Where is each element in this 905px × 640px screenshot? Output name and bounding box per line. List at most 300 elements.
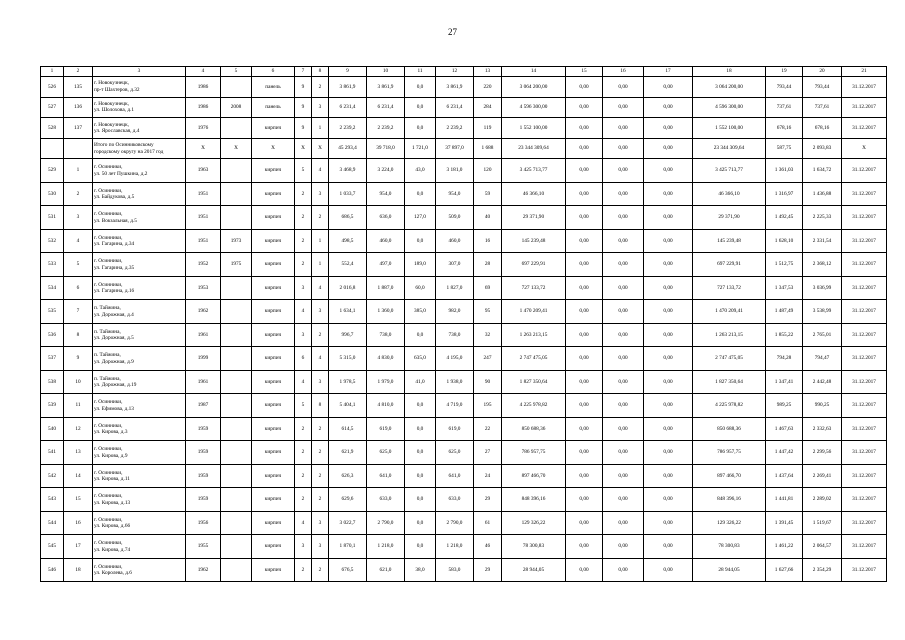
table-cell: 2 239,2 [436,118,474,139]
table-cell: 3 [312,97,329,118]
column-number-cell: 16 [603,67,644,77]
column-number-cell: 10 [367,67,405,77]
table-row [41,347,887,371]
table-cell: 3 [295,276,312,300]
table-cell: 526 [41,77,64,98]
address-street: ул. Гагарина, д.35 [94,264,135,271]
table-cell: 0,00 [566,464,603,488]
table-cell: 0,0 [405,511,436,535]
table-cell: 0,00 [566,206,603,230]
table-cell: 1959 [186,417,221,441]
table-row [41,118,887,139]
address-street: ул. Ярославская, д.4 [94,127,140,134]
table-cell: 4 [295,511,312,535]
table-cell [221,558,252,582]
table-cell: 538 [41,370,64,394]
table-cell: 31.12.2017 [842,118,887,139]
table-cell: 619,0 [436,417,474,441]
table-row [41,323,887,347]
page-number: 27 [448,27,457,37]
table-cell: 545 [41,535,64,559]
table-cell: 982,0 [436,300,474,324]
table-cell: 4 [312,347,329,371]
table-row [41,276,887,300]
table-cell: 1 391,45 [766,511,803,535]
table-cell: 3 538,99 [803,300,842,324]
table-cell: 2 368,12 [803,253,842,277]
table-cell: 1951 [186,229,221,253]
table-cell: 220 [474,77,502,98]
table-cell: 625,0 [436,441,474,465]
address-street: ул. Дорожная, д.4 [94,311,134,318]
table-cell: 31.12.2017 [842,300,887,324]
table-cell: 848 396,16 [502,488,566,512]
address-cell [93,118,186,139]
table-cell: 1986 [186,77,221,98]
table-cell: кирпич [252,417,295,441]
table-cell: 2 [312,558,329,582]
table-cell: 4 830,0 [367,347,405,371]
table-cell: кирпич [252,118,295,139]
table-cell: 533 [41,253,64,277]
table-cell: 2 [312,488,329,512]
table-cell: 633,0 [436,488,474,512]
table-cell: 1955 [186,535,221,559]
table-cell: 0,00 [603,394,644,418]
address-street: ул. Гагарина, д.34 [94,241,135,248]
table-cell: 727 133,72 [502,276,566,300]
table-cell: 0,00 [603,558,644,582]
table-cell: X [312,138,329,159]
table-cell: 0,00 [603,77,644,98]
table-cell: 0,0 [405,535,436,559]
table-cell [221,118,252,139]
table-cell: 1 436,88 [803,182,842,206]
address-city: г. Осинники, [94,281,123,288]
table-cell: 676,5 [329,558,367,582]
table-row [41,300,887,324]
table-cell: 0,00 [566,229,603,253]
table-cell: 1 688 [474,138,502,159]
table-cell: 0,00 [566,97,603,118]
table-cell: 5 [64,253,93,277]
table-cell: 0,00 [603,441,644,465]
table-cell: кирпич [252,253,295,277]
table-cell: 1 634,72 [803,159,842,183]
table-cell: 4 225 978,82 [502,394,566,418]
table-cell: 14 [64,464,93,488]
table-cell: кирпич [252,229,295,253]
table-cell [221,300,252,324]
table-cell: 17 [64,535,93,559]
table-cell: 541 [41,441,64,465]
table-cell: 129 326,22 [693,511,766,535]
table-cell: кирпич [252,347,295,371]
table-cell: 1952 [186,253,221,277]
table-cell: 1 487,49 [766,300,803,324]
table-cell: 530 [41,182,64,206]
table-cell: 996,7 [329,323,367,347]
address-street: ул. Шолохова, д.1 [94,107,134,114]
table-cell: 31.12.2017 [842,97,887,118]
table-cell: 0,00 [644,300,693,324]
table-cell: 2 [312,77,329,98]
table-cell: 1 [312,253,329,277]
table-cell: 625,0 [367,441,405,465]
table-cell: 738,0 [436,323,474,347]
table-cell [221,159,252,183]
address-cell [93,488,186,512]
table-cell: 135 [64,77,93,98]
table-cell: 1 347,53 [766,276,803,300]
table-row [41,394,887,418]
address-city: г. Осинники, [94,563,123,570]
table-cell: 31.12.2017 [842,229,887,253]
table-cell: 1961 [186,323,221,347]
table-cell: 3 022,7 [329,511,367,535]
table-cell: 546 [41,558,64,582]
table-cell: 4 [312,276,329,300]
table-cell: 41,0 [405,370,436,394]
table-cell: 2 331,54 [803,229,842,253]
table-cell: 0,0 [405,464,436,488]
table-cell: 0,00 [644,206,693,230]
table-cell: 4 719,0 [436,394,474,418]
table-cell: 0,00 [603,464,644,488]
table-cell: 4 225 978,82 [693,394,766,418]
table-cell: 0,00 [644,276,693,300]
table-cell: 31.12.2017 [842,464,887,488]
table-cell: 1 870,1 [329,535,367,559]
table-cell: 3 [295,535,312,559]
table-cell: 12 [64,417,93,441]
table-cell: 544 [41,511,64,535]
column-number-cell: 1 [41,67,64,77]
table-cell: 2 [312,206,329,230]
table-row [41,464,887,488]
table-cell: 4 [64,229,93,253]
table-cell: 1 628,10 [766,229,803,253]
table-cell: 195 [474,394,502,418]
table-cell: 189,0 [405,253,436,277]
column-number-cell: 3 [93,67,186,77]
table-cell: 90 [474,370,502,394]
address-city: п. Тайжина, [94,328,121,335]
table-cell: 31.12.2017 [842,276,887,300]
table-cell: 78 300,83 [502,535,566,559]
table-cell: 3 [312,300,329,324]
table-cell: 3 [312,511,329,535]
table-row [41,182,887,206]
table-cell: 1 461,22 [766,535,803,559]
address-city: г. Новокузнецк, [94,121,129,128]
table-cell: 1 627,66 [766,558,803,582]
table-cell: 1 519,67 [803,511,842,535]
table-cell: 1956 [186,511,221,535]
table-cell: 509,0 [436,206,474,230]
table-cell: 0,00 [566,253,603,277]
table-cell: 1 [312,118,329,139]
table-cell [221,347,252,371]
table-row [41,511,887,535]
table-cell: 3 036,99 [803,276,842,300]
address-city: г. Осинники, [94,516,123,523]
table-cell: 0,00 [603,118,644,139]
table-cell: 2008 [221,97,252,118]
table-cell: 1 855,22 [766,323,803,347]
table-cell: 635,0 [405,347,436,371]
table-cell: 1959 [186,464,221,488]
table-cell: 0,0 [405,229,436,253]
address-street: городскому округу на 2017 год [94,148,164,155]
address-cell [93,394,186,418]
table-cell: 0,00 [566,441,603,465]
table-cell: 7 [64,300,93,324]
table-cell: 27 [474,441,502,465]
table-cell: кирпич [252,511,295,535]
table-cell: 534 [41,276,64,300]
table-cell: 1961 [186,370,221,394]
address-city: п. Тайжина, [94,352,121,359]
table-cell: 1959 [186,488,221,512]
table-cell: 1963 [186,159,221,183]
table-cell: 4 596 300,00 [693,97,766,118]
table-cell: 2 [295,253,312,277]
table-cell: 1 263 213,15 [502,323,566,347]
table-cell: 31.12.2017 [842,558,887,582]
table-cell: 2 [295,488,312,512]
table-cell: 641,0 [436,464,474,488]
table-cell: 1953 [186,276,221,300]
table-cell: 1999 [186,347,221,371]
table-cell: кирпич [252,488,295,512]
table-cell: 1951 [186,206,221,230]
table-cell: 2 [312,464,329,488]
table-cell: 2 [295,182,312,206]
table-cell: 1 218,0 [436,535,474,559]
table-cell: 129 326,22 [502,511,566,535]
table-cell: 850 688,36 [502,417,566,441]
column-number-cell: 7 [295,67,312,77]
table-cell: 1 552 100,00 [502,118,566,139]
table-cell: 0,00 [644,253,693,277]
table-cell: 786 957,75 [502,441,566,465]
table-cell: 3 [295,323,312,347]
table-cell: 1 033,7 [329,182,367,206]
table-cell: 0,00 [644,535,693,559]
table-cell: 31.12.2017 [842,159,887,183]
table-cell: 793,44 [803,77,842,98]
table-cell: 45 293,4 [329,138,367,159]
table-cell: 1 361,03 [766,159,803,183]
table-cell: 4 [295,370,312,394]
address-street: ул. Кирова, д.9 [94,452,128,459]
table-cell: 31.12.2017 [842,206,887,230]
column-number-cell: 5 [221,67,252,77]
table-cell: 0,00 [603,370,644,394]
table-cell: 9 [295,97,312,118]
table-cell: 3 425 713,77 [502,159,566,183]
address-cell [93,138,186,159]
column-number-cell: 11 [405,67,436,77]
table-cell: 1 218,0 [367,535,405,559]
table-cell: 120 [474,159,502,183]
column-number-cell: 20 [803,67,842,77]
table-cell: 0,00 [566,159,603,183]
address-city: г. Осинники, [94,234,123,241]
table-cell: 4 195,0 [436,347,474,371]
table-cell: 3 064 200,00 [502,77,566,98]
table-cell: 1 492,45 [766,206,803,230]
table-cell: 8 [312,394,329,418]
table-cell: 3 [312,182,329,206]
table-cell: 897 466,70 [693,464,766,488]
table-cell: 619,0 [367,417,405,441]
table-cell: 13 [64,441,93,465]
table-cell: 6 231,4 [329,97,367,118]
table-cell: 3 861,9 [367,77,405,98]
table-row [41,206,887,230]
table-cell: 6 [295,347,312,371]
table-cell [41,138,64,159]
table-cell: 2 [295,464,312,488]
column-number-cell: 19 [766,67,803,77]
table-cell: 24 [474,464,502,488]
table-cell: 18 [64,558,93,582]
table-cell: 697 229,91 [693,253,766,277]
table-cell: 1 827 350,64 [502,370,566,394]
table-cell: 61 [474,511,502,535]
table-cell: 552,4 [329,253,367,277]
table-cell: 793,44 [766,77,803,98]
table-cell: 0,00 [644,441,693,465]
table-cell: 2 [295,229,312,253]
table-cell: 9 [295,77,312,98]
table-cell: X [221,138,252,159]
address-city: г. Новокузнецк, [94,100,129,107]
table-cell: 641,0 [367,464,405,488]
table-cell: 794,28 [766,347,803,371]
address-cell [93,276,186,300]
table-cell: 69 [474,276,502,300]
table-cell: 0,00 [566,118,603,139]
table-cell: 0,00 [566,417,603,441]
table-cell: 0,00 [644,417,693,441]
table-cell: 2 [312,323,329,347]
table-cell: кирпич [252,370,295,394]
table-cell: 0,0 [405,441,436,465]
table-cell: 38,0 [405,558,436,582]
table-cell [221,370,252,394]
column-number-cell: 18 [693,67,766,77]
table-cell: кирпич [252,558,295,582]
table-cell: 536 [41,323,64,347]
table-cell: 0,00 [566,138,603,159]
table-cell: 145 239,48 [693,229,766,253]
table-cell: 678,16 [803,118,842,139]
table-cell: 1 938,0 [436,370,474,394]
table-cell: 2 269,41 [803,464,842,488]
table-cell: 0,0 [405,323,436,347]
address-cell [93,229,186,253]
table-cell: 737,61 [803,97,842,118]
table-cell: 633,0 [367,488,405,512]
table-cell: 738,0 [367,323,405,347]
table-cell: 497,0 [367,253,405,277]
column-number-row [41,67,887,77]
address-city: п. Тайжина, [94,375,121,382]
table-cell: 0,00 [566,370,603,394]
table-cell: 614,5 [329,417,367,441]
table-cell: 46 366,10 [693,182,766,206]
table-cell: 737,61 [766,97,803,118]
table-cell: 3 [312,370,329,394]
table-cell [221,464,252,488]
address-street: ул. 50 лет Пушкина, д.2 [94,170,148,177]
table-cell: 28 944,05 [693,558,766,582]
table-cell [221,323,252,347]
table-cell: 0,00 [644,511,693,535]
table-cell: 0,00 [644,323,693,347]
table-cell: 0,00 [566,558,603,582]
table-cell [221,276,252,300]
table-cell: кирпич [252,323,295,347]
table-cell: 629,6 [329,488,367,512]
table-cell: 0,00 [603,323,644,347]
table-cell [221,535,252,559]
table-cell: 3 861,9 [436,77,474,98]
table-cell: 1 634,1 [329,300,367,324]
table-cell: 307,0 [436,253,474,277]
address-street: ул. Дорожная, д.9 [94,358,134,365]
table-cell: 15 [64,488,93,512]
address-city: г. Осинники, [94,469,123,476]
table-cell: X [842,138,887,159]
table-cell: 0,00 [644,118,693,139]
table-row [41,370,887,394]
column-number-cell: 2 [64,67,93,77]
table-cell: 460,0 [367,229,405,253]
column-number-cell: 6 [252,67,295,77]
table-cell: 3 425 713,77 [693,159,766,183]
table-cell: 2 442,48 [803,370,842,394]
address-city: п. Тайжина, [94,305,121,312]
table-cell: 284 [474,97,502,118]
table-cell: X [252,138,295,159]
column-number-cell: 12 [436,67,474,77]
table-cell: 0,0 [405,182,436,206]
table-cell: 1951 [186,182,221,206]
table-row [41,253,887,277]
table-cell: 531 [41,206,64,230]
address-cell [93,206,186,230]
table-cell: 1962 [186,558,221,582]
table-cell: 60,0 [405,276,436,300]
table-cell: 1 512,75 [766,253,803,277]
address-cell [93,370,186,394]
address-cell [93,511,186,535]
table-cell: 127,0 [405,206,436,230]
table-cell: 29 371,90 [693,206,766,230]
table-cell: 2 [295,417,312,441]
table-cell: 537 [41,347,64,371]
table-cell: 23 344 309,64 [502,138,566,159]
table-cell: 528 [41,118,64,139]
table-cell: 46 366,10 [502,182,566,206]
table-cell: 1 552 100,00 [693,118,766,139]
column-number-cell: 15 [566,67,603,77]
table-cell: 78 300,83 [693,535,766,559]
